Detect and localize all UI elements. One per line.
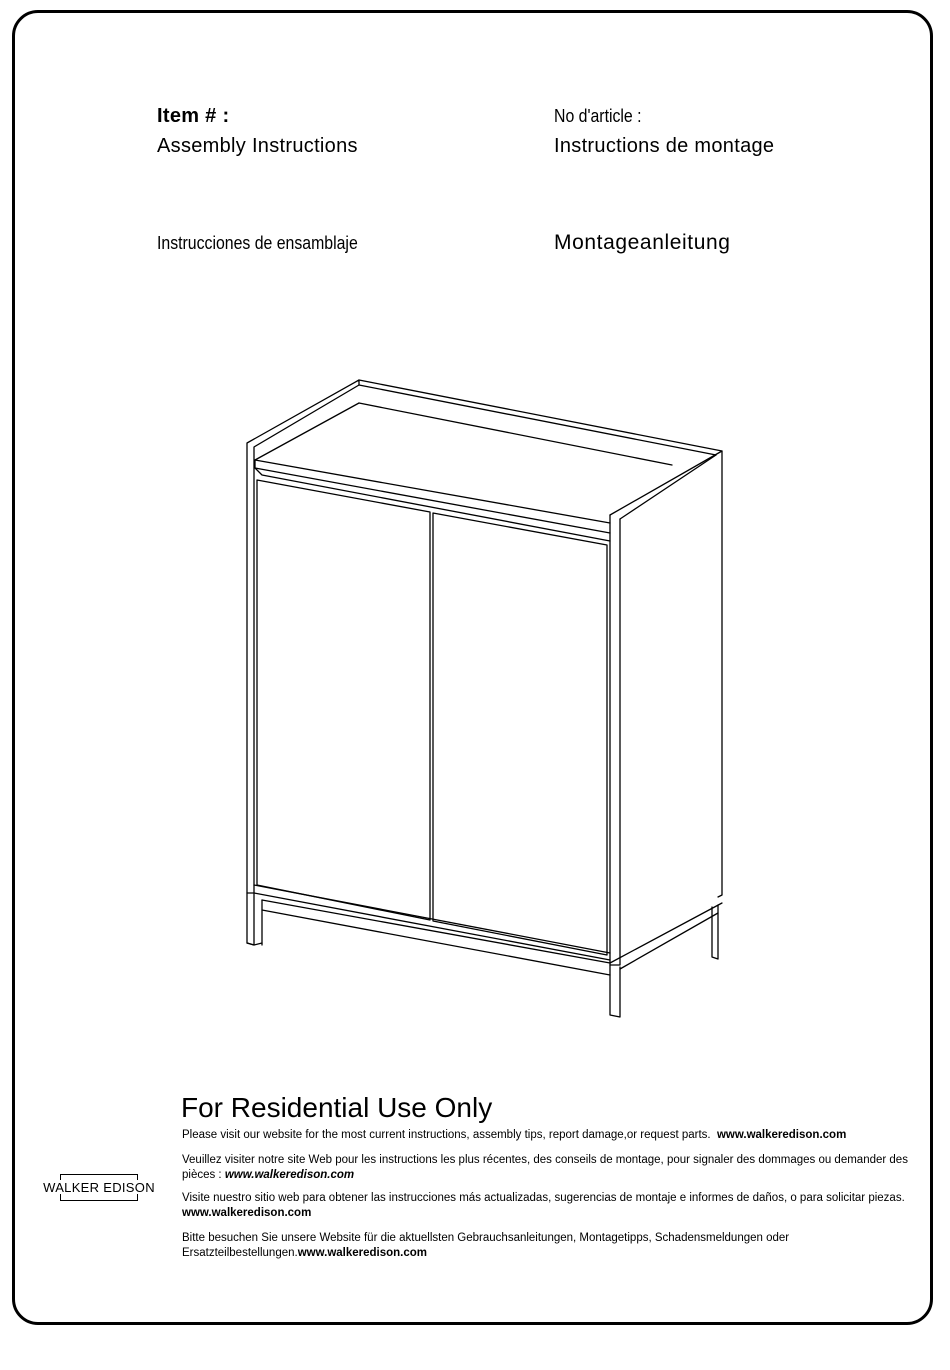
assembly-instructions-de: Montageanleitung	[554, 231, 731, 254]
info-text-en: Please visit our website for the most current instructions, assembly tips, report damage,or request parts.	[182, 1129, 711, 1141]
info-text-es: Visite nuestro sitio web para obtener las instrucciones más actualizadas, sugerencias de montaje e informes de daños, o para solicitar piezas.	[182, 1192, 905, 1204]
website-link-de[interactable]: www.walkeredison.com	[297, 1247, 428, 1259]
assembly-instructions-fr: Instructions de montage	[554, 135, 775, 157]
website-link-en[interactable]: www.walkeredison.com	[716, 1129, 847, 1141]
no-article-label: No d'article :	[554, 106, 642, 126]
logo-top-line	[60, 1174, 138, 1175]
info-paragraph-en	[182, 1128, 910, 1143]
logo-text: WALKER EDISON	[43, 1180, 155, 1195]
website-link-fr[interactable]: www.walkeredison.com	[224, 1169, 355, 1181]
info-paragraph-fr	[182, 1153, 910, 1183]
logo-bottom-line	[60, 1200, 138, 1201]
walker-edison-logo	[40, 1172, 158, 1204]
logo-tick	[60, 1194, 61, 1200]
item-number-label: Item # :	[157, 105, 230, 127]
info-text-fr: Veuillez visiter notre site Web pour les instructions les plus récentes, des conseils de montage, pour signaler des dommages ou demander des pièces :	[182, 1154, 908, 1181]
logo-tick	[137, 1194, 138, 1200]
cabinet-illustration	[240, 375, 730, 1020]
info-paragraph-de	[182, 1231, 910, 1261]
info-paragraph-es	[182, 1191, 910, 1221]
assembly-instructions-en: Assembly Instructions	[157, 135, 358, 157]
assembly-instructions-es: Instrucciones de ensamblaje	[157, 233, 358, 253]
residential-use-title: For Residential Use Only	[181, 1092, 493, 1123]
website-link-es[interactable]: www.walkeredison.com	[182, 1207, 312, 1219]
info-text-de: Bitte besuchen Sie unsere Website für die aktuellsten Gebrauchsanleitungen, Montagetipps, Schadensmeldungen oder Ersatzteilbestellungen.	[182, 1232, 790, 1259]
